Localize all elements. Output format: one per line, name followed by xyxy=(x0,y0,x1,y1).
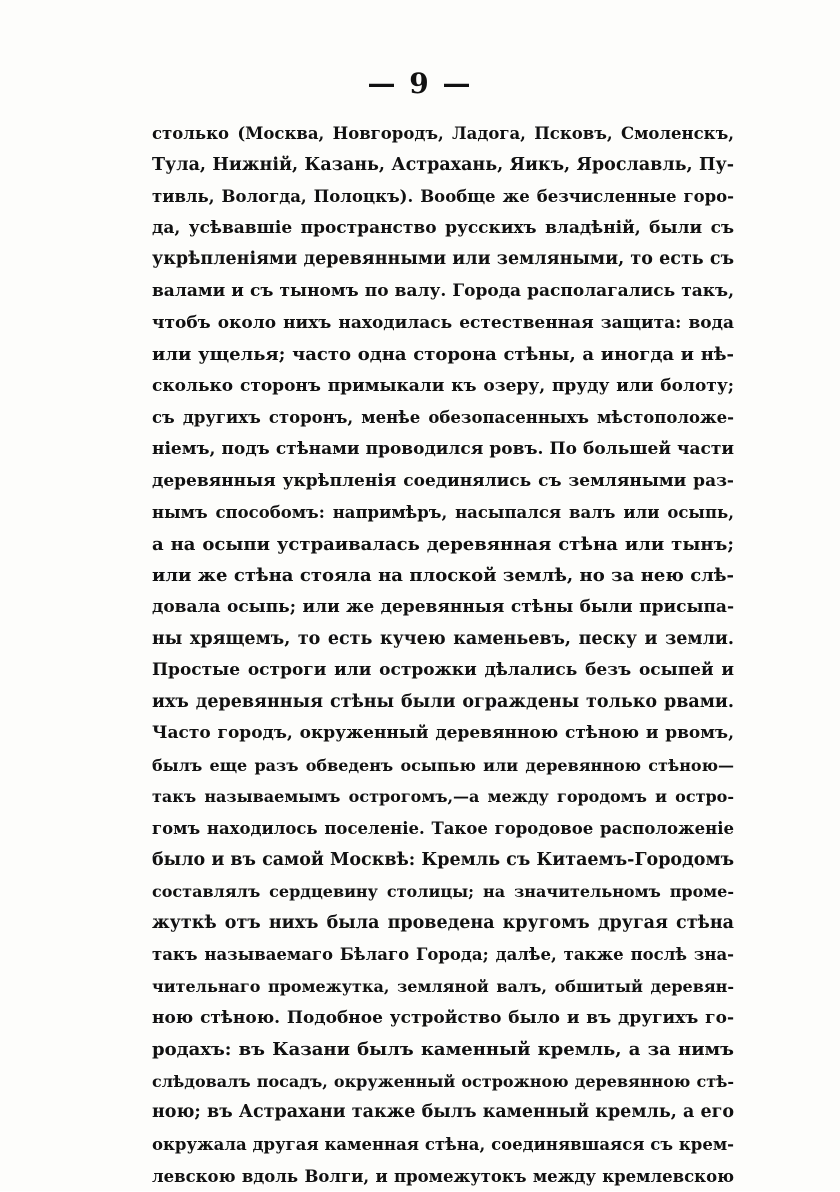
text-line: левскою вдоль Волги, и промежутокъ между кремлевскою xyxy=(152,1166,734,1186)
text-line: окружала другая каменная стѣна, соединявшаяся съ крем- xyxy=(152,1135,734,1154)
text-line: столько (Москва, Новгородъ, Ладога, Псковъ, Смоленскъ, xyxy=(152,124,734,143)
text-line: Простые остроги или острожки дѣлались безъ осыпей и xyxy=(152,660,734,681)
text-line: чтобъ около нихъ находилась естественная защита: вода xyxy=(152,312,734,333)
text-line: родахъ: въ Казани былъ каменный кремль, а за нимъ xyxy=(152,1039,734,1061)
text-line: гомъ находилось поселеніе. Такое городовое расположеніе xyxy=(152,819,734,839)
page-number: — 9 — xyxy=(367,67,473,100)
text-line: довала осыпь; или же деревянныя стѣны были присыпа- xyxy=(152,596,734,617)
text-line: а на осыпи устраивалась деревянная стѣна или тынъ; xyxy=(152,533,734,555)
text-line: деревянныя укрѣпленія соединялись съ земляными раз- xyxy=(152,470,734,491)
text-line: или же стѣна стояла на плоской землѣ, но за нею слѣ- xyxy=(152,565,734,587)
text-line: тивль, Вологда, Полоцкъ). Вообще же безчисленные горо- xyxy=(152,187,734,207)
text-line: чительнаго промежутка, земляной валъ, обшитый деревян- xyxy=(152,977,734,997)
text-line: съ другихъ сторонъ, менѣе обезопасенныхъ мѣстоположе- xyxy=(152,408,734,428)
text-line: ніемъ, подъ стѣнами проводился ровъ. По большей части xyxy=(152,438,734,459)
text-line: ною стѣною. Подобное устройство было и въ другихъ го- xyxy=(152,1007,734,1028)
text-line: валами и съ тыномъ по валу. Города располагались такъ, xyxy=(152,280,734,301)
text-line: такъ называемымъ острогомъ,—а между городомъ и остро- xyxy=(152,787,734,807)
text-line: Часто городъ, окруженный деревянною стѣною и рвомъ, xyxy=(152,723,734,744)
body-text xyxy=(152,118,734,1192)
text-line: жуткѣ отъ нихъ была проведена кругомъ другая стѣна xyxy=(152,912,734,933)
text-line: было и въ самой Москвѣ: Кремль съ Китаемъ-Городомъ xyxy=(152,849,734,870)
text-line: укрѣпленіями деревянными или земляными, то есть съ xyxy=(152,249,734,270)
text-line: Тула, Нижній, Казань, Астрахань, Яикъ, Ярославль, Пу- xyxy=(152,154,734,175)
text-line: былъ еще разъ обведенъ осыпью или деревянною стѣною— xyxy=(152,755,734,775)
text-line: да, усѣвавшіе пространство русскихъ владѣній, были съ xyxy=(152,217,734,238)
text-line: нымъ способомъ: напримѣръ, насыпался валъ или осыпь, xyxy=(152,503,734,523)
text-line: слѣдовалъ посадъ, окруженный острожною деревянною стѣ- xyxy=(152,1071,734,1091)
text-line: составлялъ сердцевину столицы; на значительномъ проме- xyxy=(152,882,734,902)
text-line: ны хрящемъ, то есть кучею каменьевъ, песку и земли. xyxy=(152,628,734,649)
text-line: или ущелья; часто одна сторона стѣны, а иногда и нѣ- xyxy=(152,344,734,366)
text-line: сколько сторонъ примыкали къ озеру, пруду или болоту; xyxy=(152,375,734,396)
text-line: ною; въ Астрахани также былъ каменный кремль, а его xyxy=(152,1102,734,1123)
text-line: такъ называемаго Бѣлаго Города; далѣе, также послѣ зна- xyxy=(152,945,734,965)
text-line: ихъ деревянныя стѣны были ограждены только рвами. xyxy=(152,691,734,712)
